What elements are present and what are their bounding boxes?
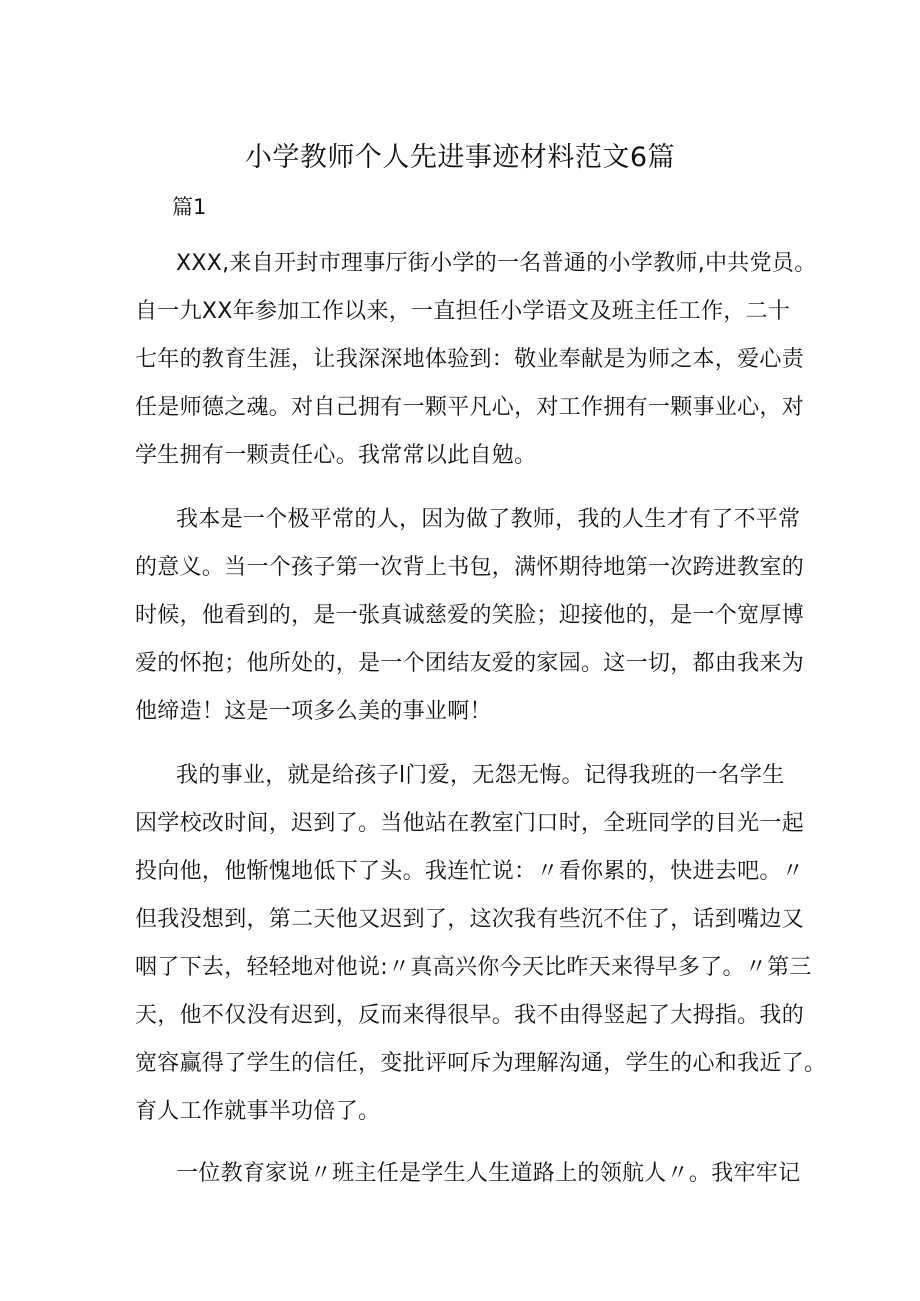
paragraph-line: 但我没想到，第二天他又迟到了，这次我有些沉不住了，话到嘴边又 xyxy=(135,907,805,932)
paragraph-line: 天，他不仅没有迟到，反而来得很早。我不由得竖起了大拇指。我的 xyxy=(135,1003,805,1028)
document-title: 小学教师个人先进事迹材料范文6篇 xyxy=(244,142,676,173)
paragraph-line: 咽了下去，轻轻地对他说:〃真高兴你今天比昨天来得早多了。〃第三 xyxy=(135,955,812,980)
paragraph-2 xyxy=(135,496,805,736)
paragraph-line: 时候，他看到的，是一张真诚慈爱的笑脸；迎接他的，是一个宽厚博 xyxy=(135,603,805,628)
paragraph-3 xyxy=(135,752,827,1136)
paragraph-line: 他缔造！这是一项多么美的事业啊！ xyxy=(135,699,492,724)
paragraph-line: XXX,来自开封市理事厅街小学的一名普通的小学教师,中共党员。 xyxy=(176,251,817,276)
paragraph-line: 我本是一个极平常的人，因为做了教师，我的人生才有了不平常 xyxy=(176,507,801,532)
paragraph-4 xyxy=(135,1150,801,1198)
paragraph-line: 任是师德之魂。对自己拥有一颗平凡心，对工作拥有一颗事业心，对 xyxy=(135,395,805,420)
paragraph-line: 的意义。当一个孩子第一次背上书包，满怀期待地第一次跨进教室的 xyxy=(135,555,805,580)
paragraph-line: 投向他，他惭愧地低下了头。我连忙说：〃看你累的，快进去吧。〃 xyxy=(135,859,805,884)
paragraph-line: 因学校改时间，迟到了。当他站在教室门口时，全班同学的目光一起 xyxy=(135,811,805,836)
paragraph-line: 我的事业，就是给孩子l门爱，无怨无悔。记得我班的一名学生 xyxy=(176,763,785,788)
paragraph-line: 宽容赢得了学生的信任，变批评呵斥为理解沟通，学生的心和我近了。 xyxy=(135,1051,827,1076)
paragraph-line: 七年的教育生涯，让我深深地体验到：敬业奉献是为师之本，爱心责 xyxy=(135,347,805,372)
paragraph-line: 一位教育家说〃班主任是学生人生道路上的领航人〃。我牢牢记 xyxy=(176,1161,801,1186)
paragraph-line: 育人工作就事半功倍了。 xyxy=(135,1099,381,1124)
paragraph-line: 自一九XX年参加工作以来，一直担任小学语文及班主任工作，二十 xyxy=(135,299,791,324)
paragraph-line: 学生拥有一颗责任心。我常常以此自勉。 xyxy=(135,443,537,468)
section-label: 篇1 xyxy=(172,195,207,219)
paragraph-line: 爱的怀抱；他所处的，是一个团结友爱的家园。这一切，都由我来为 xyxy=(135,651,805,676)
paragraph-1 xyxy=(135,240,817,480)
